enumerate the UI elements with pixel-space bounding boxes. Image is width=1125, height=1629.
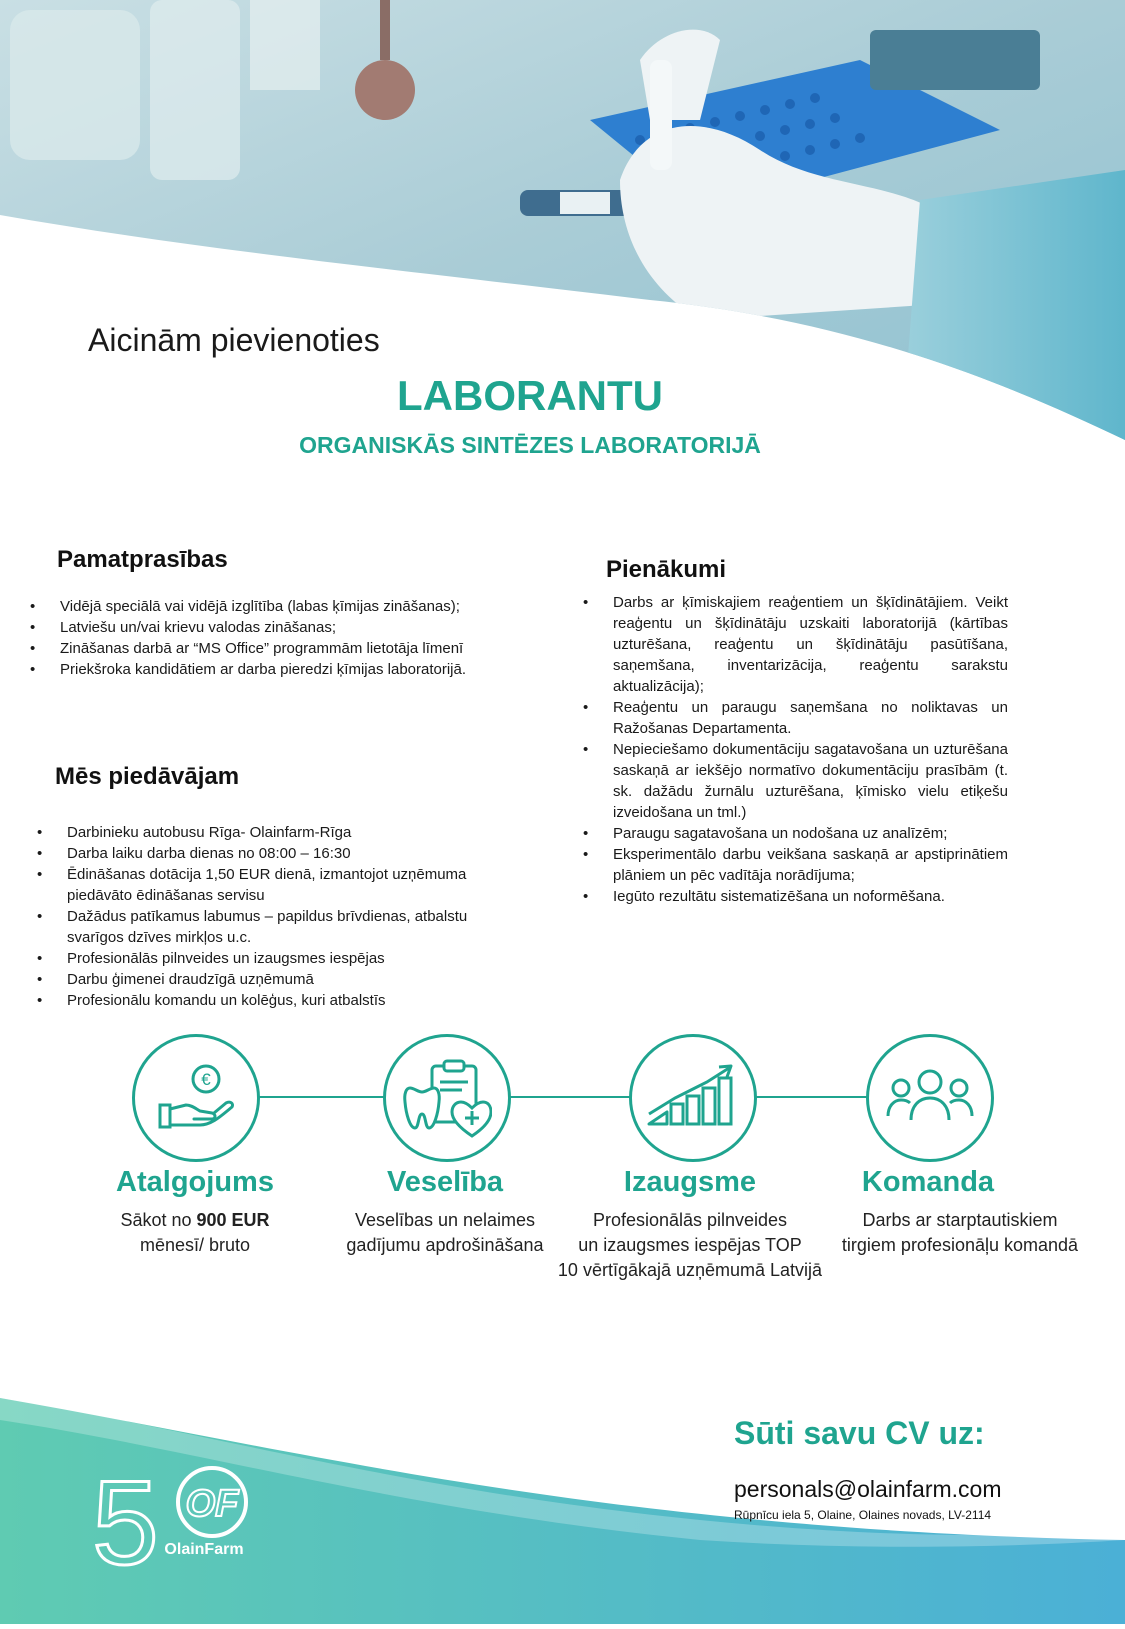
salary-prefix: Sākot no [120, 1210, 197, 1230]
offer-list [37, 822, 512, 1011]
list-item: • Reaģentu un paraugu saņemšana no noliktavas un Ražošanas Departamenta. [583, 697, 1008, 739]
list-item: • Latviešu un/vai krievu valodas zināšanas; [30, 617, 500, 638]
logo-number: 5 [92, 1456, 159, 1582]
list-item: • Priekšroka kandidātiem ar darba pieredzi ķīmijas laboratorijā. [30, 659, 500, 680]
growth-chart-icon [645, 1064, 741, 1132]
team-desc-line: Darbs ar starptautiskiem [862, 1210, 1058, 1230]
growth-desc-line: Profesionālās pilnveides [592, 1210, 788, 1230]
health-desc-line: Veselības un nelaimes [354, 1210, 536, 1230]
offer-heading: Mēs piedāvājam [55, 763, 240, 790]
health-circle [383, 1034, 511, 1162]
olainfarm-logo [92, 1452, 262, 1582]
list-item: • Darbs ar ķīmiskajiem reaģentiem un šķīdinātājiem. Veikt reaģentu un šķīdinātāju uzskaiti laboratorijā (kārtības uzturēšana, reaģentu un šķīdinātāju pasūtīšana, saņemšana, inventarizācija, reaģentu sarakstu aktualizācija); [583, 592, 1008, 697]
list-item: • Nepieciešamo dokumentāciju sagatavošana un uzturēšana saskaņā ar iekšējo normatīvo dokumentāciju prasībām (t. sk. dažādu žurnālu uzturēšana, ķīmisko vielu etiķešu izveidošana un tml.) [583, 739, 1008, 823]
growth-desc-line: un izaugsmes iespējas TOP [578, 1235, 802, 1255]
requirements-heading: Pamatprasības [57, 546, 228, 573]
list-item: • Darbu ģimenei draudzīgā uzņēmumā [37, 969, 512, 990]
benefit-desc-health [320, 1208, 570, 1258]
requirements-list [30, 596, 500, 680]
cv-heading: Sūti savu CV uz: [734, 1415, 985, 1451]
list-item: • Vidējā speciālā vai vidējā izglītība (labas ķīmijas zināšanas); [30, 596, 500, 617]
list-item: • Darbinieku autobusu Rīga- Olainfarm-Rīga [37, 822, 512, 843]
health-icon [402, 1058, 492, 1138]
list-item: • Darba laiku darba dienas no 08:00 – 16:30 [37, 843, 512, 864]
benefit-desc-growth [540, 1208, 840, 1283]
svg-text:€: € [201, 1070, 211, 1089]
benefit-desc-team [815, 1208, 1105, 1258]
department-subtitle: ORGANISKĀS SINTĒZES LABORATORIJĀ [299, 432, 761, 458]
benefit-title-salary: Atalgojums [116, 1166, 274, 1198]
team-icon [885, 1068, 975, 1128]
team-desc-line: tirgiem profesionāļu komandā [841, 1235, 1079, 1255]
list-item: • Iegūto rezultātu sistematizēšana un noformēšana. [583, 886, 1008, 907]
benefit-title-health: Veselība [386, 1166, 504, 1198]
contact-address: Rūpnīcu iela 5, Olaine, Olaines novads, LV-2114 [734, 1508, 992, 1522]
contact-email[interactable]: personals@olainfarm.com [734, 1476, 1002, 1502]
job-title: LABORANTU [397, 372, 663, 419]
duties-list [583, 592, 1008, 907]
growth-desc-line: 10 vērtīgākajā uzņēmumā Latvijā [557, 1260, 823, 1280]
list-item: • Dažādus patīkamus labumus – papildus brīvdienas, atbalstu svarīgos dzīves mirkļos u.c. [37, 906, 512, 948]
logo-monogram: OF [185, 1483, 239, 1525]
growth-circle [629, 1034, 757, 1162]
logo-name: OlainFarm [164, 1541, 244, 1558]
list-item: • Paraugu sagatavošana un nodošana uz analīzēm; [583, 823, 1008, 844]
list-item: • Profesionālu komandu un kolēģus, kuri atbalstīs [37, 990, 512, 1011]
euro-hand-icon [156, 1063, 236, 1133]
list-item: • Eksperimentālo darbu veikšana saskaņā ar apstiprinātiem plāniem un pēc vadītāja norādījuma; [583, 844, 1008, 886]
salary-circle [132, 1034, 260, 1162]
list-item: • Profesionālās pilnveides un izaugsmes iespējas [37, 948, 512, 969]
benefit-title-growth: Izaugsme [623, 1166, 757, 1198]
intro-text: Aicinām pievienoties [88, 322, 380, 358]
list-item: • Zināšanas darbā ar “MS Office” programmām lietotāja līmenī [30, 638, 500, 659]
team-circle [866, 1034, 994, 1162]
benefit-desc-salary [75, 1208, 315, 1258]
benefit-title-team: Komanda [861, 1166, 995, 1198]
salary-amount: 900 EUR [196, 1210, 270, 1230]
duties-heading: Pienākumi [606, 556, 727, 583]
list-item: • Ēdināšanas dotācija 1,50 EUR dienā, izmantojot uzņēmuma piedāvāto ēdināšanas servisu [37, 864, 512, 906]
health-desc-line: gadījumu apdrošināšana [346, 1235, 544, 1255]
salary-suffix: mēnesī/ bruto [139, 1235, 251, 1255]
